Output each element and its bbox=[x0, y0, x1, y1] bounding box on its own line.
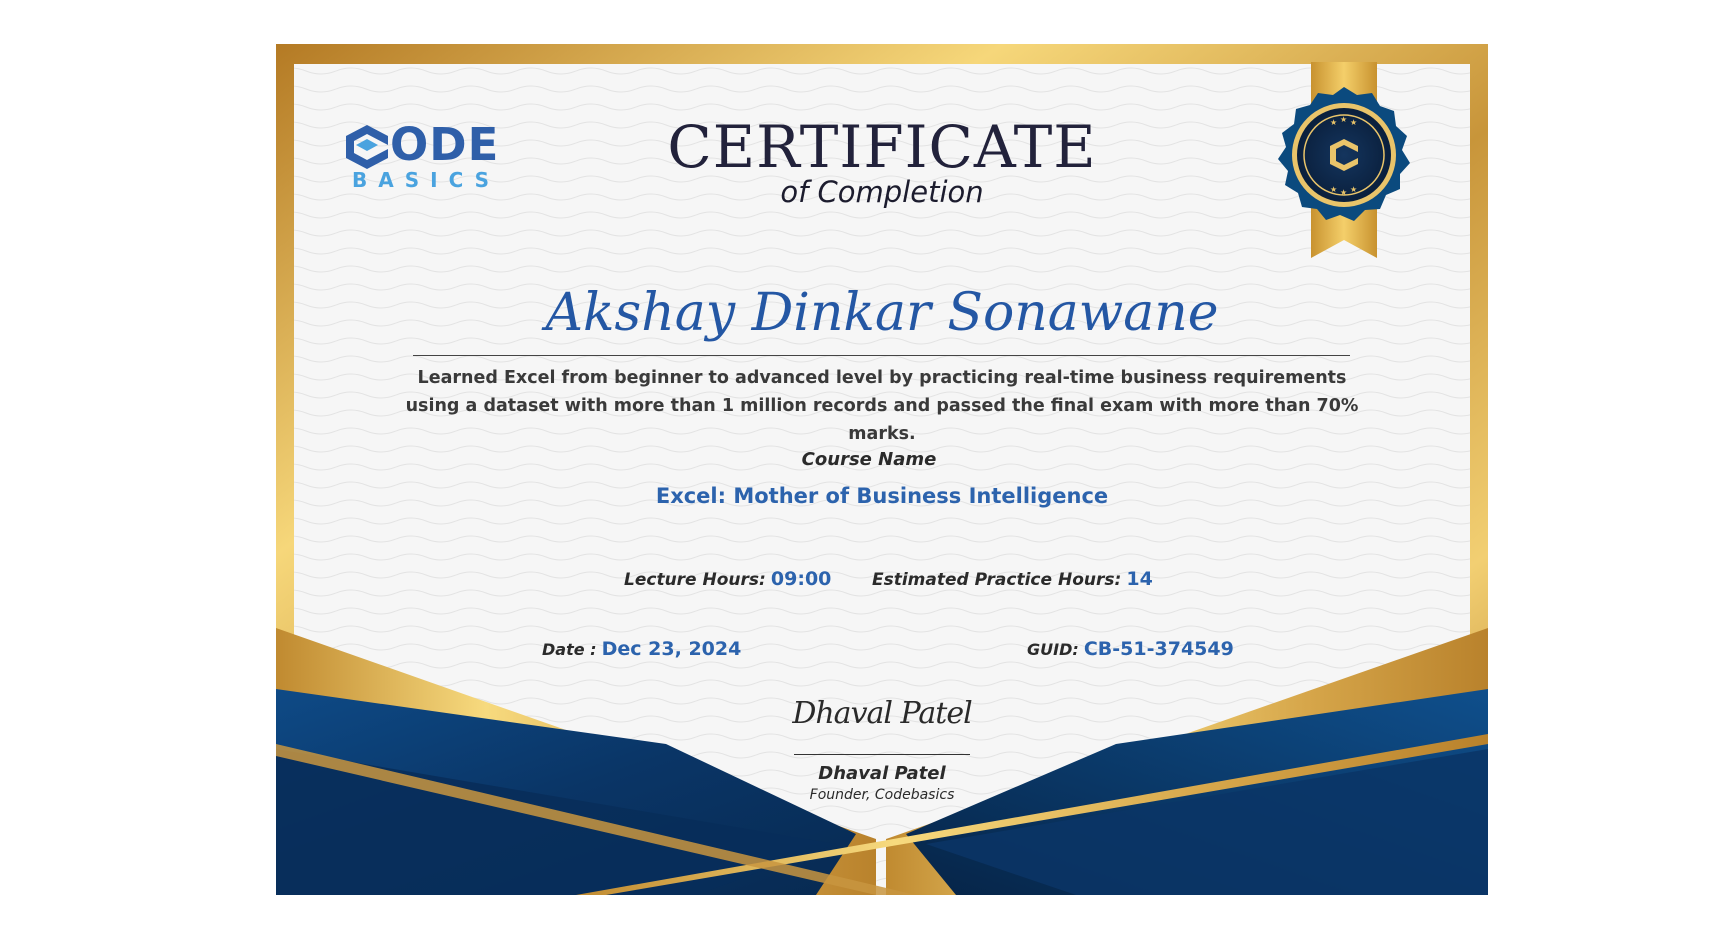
logo-word: ODE bbox=[390, 118, 500, 171]
recipient-name: Akshay Dinkar Sonawane bbox=[545, 283, 1219, 343]
date-label: Date : bbox=[542, 640, 597, 659]
certificate-subtitle: of Completion bbox=[780, 175, 984, 209]
guid-field bbox=[1027, 636, 1234, 663]
signer-name: Dhaval Patel bbox=[818, 763, 946, 784]
certificate-description: Learned Excel from beginner to advanced level by practicing real-time business requirements using a dataset with more than 1 million records and passed the final exam with more than 70% marks. bbox=[405, 368, 1359, 444]
date-value: Dec 23, 2024 bbox=[601, 638, 742, 660]
name-underline bbox=[413, 355, 1350, 356]
signature-line bbox=[794, 754, 970, 755]
svg-text:★: ★ bbox=[1330, 185, 1338, 194]
seal-badge-icon bbox=[1276, 62, 1416, 262]
guid-value: CB-51-374549 bbox=[1083, 638, 1234, 660]
lecture-hours bbox=[624, 566, 831, 593]
course-caption: Course Name bbox=[801, 449, 937, 470]
practice-hours-label: Estimated Practice Hours: bbox=[872, 570, 1122, 590]
practice-hours bbox=[872, 566, 1153, 593]
practice-hours-value: 14 bbox=[1126, 568, 1153, 590]
svg-text:★: ★ bbox=[1340, 188, 1348, 197]
date-field bbox=[542, 636, 741, 663]
certificate-title: CERTIFICATE bbox=[667, 113, 1097, 181]
svg-text:★: ★ bbox=[1350, 118, 1358, 127]
logo-subword: BASICS bbox=[352, 168, 501, 192]
guid-label: GUID: bbox=[1027, 640, 1079, 659]
svg-text:★: ★ bbox=[1350, 185, 1358, 194]
certificate bbox=[276, 44, 1488, 895]
svg-text:★: ★ bbox=[1330, 118, 1338, 127]
signer-title: Founder, Codebasics bbox=[809, 787, 955, 803]
course-name: Excel: Mother of Business Intelligence bbox=[655, 484, 1109, 508]
lecture-hours-label: Lecture Hours: bbox=[624, 570, 766, 590]
svg-text:★: ★ bbox=[1340, 115, 1348, 124]
lecture-hours-value: 09:00 bbox=[770, 568, 832, 590]
signature: Dhaval Patel bbox=[792, 696, 972, 731]
